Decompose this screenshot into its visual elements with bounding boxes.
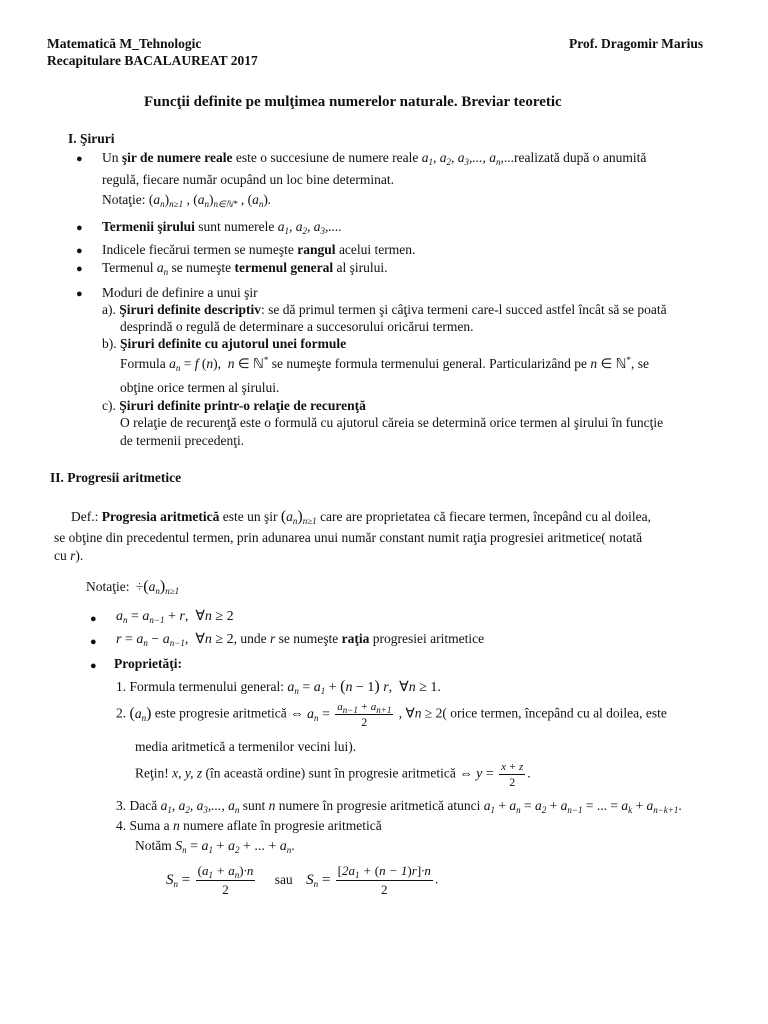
- fraction-sum-1: $\frac{(a_1 + a_n)\cdot n}{2}$: [197, 863, 254, 897]
- section-heading-siruri: I. Şiruri: [68, 131, 115, 146]
- def-sir-line1: Un şir de numere reale este o succesiune de numere reale $a_1$, $a_2$, $a_3$,..., $a_n,...realizată$ după o anumită: [102, 150, 647, 167]
- formula-recurrence: $a_n = a_{n-1} + r$, ∀n ≥ 2: [116, 609, 234, 625]
- prop-2-line2: media aritmetică a termenilor vecini lui).: [135, 739, 357, 754]
- fraction-arithmetic-mean: $\frac{a_{n-1} + a_{n+1}}{2}$: [337, 701, 392, 729]
- prop-1: 1. Formula termenului general: $a_n = a_1 + (n - 1)$ r, ∀n ≥ 1.: [116, 678, 441, 696]
- moduri-definire: Moduri de definire a unui şir: [102, 285, 258, 300]
- notam-line: Notăm $S_n = a_1 + a_2$ + ... + $a_n$.: [135, 838, 295, 855]
- mode-c-line1: O relaţie de recurenţă este o formulă cu ajutorul căreia se determină orice termen al şirului în funcţie: [120, 415, 664, 430]
- fraction-sum-2: $\frac{[2a_1 + (n - 1)r]\cdot n}{2}$: [337, 863, 431, 897]
- header-course: Matematică M_Tehnologic: [47, 36, 202, 51]
- notatie-progresie: Notaţie: $\div(a_n)_{n\ge 1}$: [86, 578, 180, 596]
- bullet-icon: ●: [90, 613, 97, 625]
- def-progresie-line1: Def.: Progresia aritmetică este un şir $(a_n)_{n\ge 1}$ care are proprietatea că fiecare termen, începând cu al doilea,: [71, 508, 651, 526]
- bullet-icon: ●: [90, 660, 97, 672]
- mode-a: a). Şiruri definite descriptiv: se dă primul termen şi câţiva termeni care-l succed astfel încât să se poată: [102, 302, 667, 317]
- fraction-xz-over-2: $\frac{x + z}{2}$: [501, 761, 524, 789]
- bullet-icon: ●: [76, 288, 83, 300]
- def-progresie-line3: cu r).: [54, 548, 84, 563]
- header-author: Prof. Dragomir Marius: [569, 36, 704, 51]
- formula-terms: $a_1$, $a_2$, $a_3$,....: [277, 219, 342, 236]
- mode-c: c). Şiruri definite printr-o relaţie de recurenţă: [102, 398, 366, 413]
- bullet-icon: ●: [76, 245, 83, 257]
- header-subtitle: Recapitulare BACALAUREAT 2017: [47, 53, 258, 68]
- formula-sequence-terms: $a_1$, $a_2$, $a_3$,..., $a_n$,: [421, 150, 504, 167]
- proprietati-heading: Proprietăţi:: [114, 656, 182, 671]
- ratia-line: $r = a_n - a_{n-1}$, ∀n ≥ 2, unde r se numeşte raţia progresiei aritmetice: [116, 631, 485, 648]
- mode-b-formula: Formula $a_n = f$ (n), n ∈ ℕ* se numeşte formula termenului general. Particularizând pe n ∈ ℕ*, se: [120, 355, 649, 373]
- prop-2: 2. $(a_n)$ este progresie aritmetică ⇔ $a_n$ = $\frac{a_{n-1} + a_{n+1}}{2}$ , ∀n ≥ 2( orice termen, începând cu al doilea, este: [116, 701, 667, 729]
- mode-c-line2: de termenii precedenţi.: [120, 433, 245, 448]
- sum-formulas: $S_n$ = $\frac{(a_1 + a_n)\cdot n}{2}$ sau $S_n$ = $\frac{[2a_1 + (n - 1)r]\cdot n}{2}$ .: [166, 863, 439, 897]
- def-progresie-line2: se obţine din precedentul termen, prin adunarea unui număr constant numit raţia progresiei aritmetice( notată: [54, 530, 643, 545]
- mode-a-line2: desprindă o regulă de determinare a succesorului oricărui termen.: [120, 319, 474, 334]
- def-sir-line2: regulă, fiecare număr ocupând un loc bine determinat.: [102, 172, 394, 187]
- mode-b: b). Şiruri definite cu ajutorul unei formule: [102, 336, 347, 351]
- formula-notation: $(a_n)_{n\ge 1}$ , $(a_n)_{n\in ℕ*}$ , $(a_n)$.: [148, 192, 272, 209]
- page-title: Funcţii definite pe mulţimea numerelor naturale. Breviar teoretic: [144, 94, 562, 110]
- mode-b-line2: obţine orice termen al şirului.: [120, 380, 280, 395]
- termenul-general: Termenul $a_n$ se numeşte termenul general al şirului.: [102, 260, 388, 277]
- prop-4: 4. Suma a n numere aflate în progresie aritmetică: [116, 818, 382, 833]
- retin-line: Reţin! x, y, z (în această ordine) sunt în progresie aritmetică ⇔ y = $\frac{x + z}{2}$ .: [135, 761, 531, 789]
- bullet-icon: ●: [76, 222, 83, 234]
- notatie-siruri: Notaţie: $(a_n)_{n\ge 1}$ , $(a_n)_{n\in ℕ*}$ , $(a_n)$.: [102, 192, 272, 209]
- bullet-icon: ●: [76, 153, 83, 165]
- bullet-icon: ●: [90, 636, 97, 648]
- bullet-icon: ●: [76, 263, 83, 275]
- termenii-sirului: Termenii şirului sunt numerele $a_1$, $a_2$, $a_3$,....: [102, 219, 342, 236]
- prop-3: 3. Dacă $a_1$, $a_2$, $a_3$,..., $a_n$ sunt n numere în progresie aritmetică atunci $a_1 + a_n = a_2 + a_{n-1}$ = ... = $a_k + a_{n-k+1}$.: [116, 798, 682, 815]
- section-heading-progresii: II. Progresii aritmetice: [50, 470, 182, 485]
- rangul: Indicele fiecărui termen se numeşte rangul acelui termen.: [102, 242, 416, 257]
